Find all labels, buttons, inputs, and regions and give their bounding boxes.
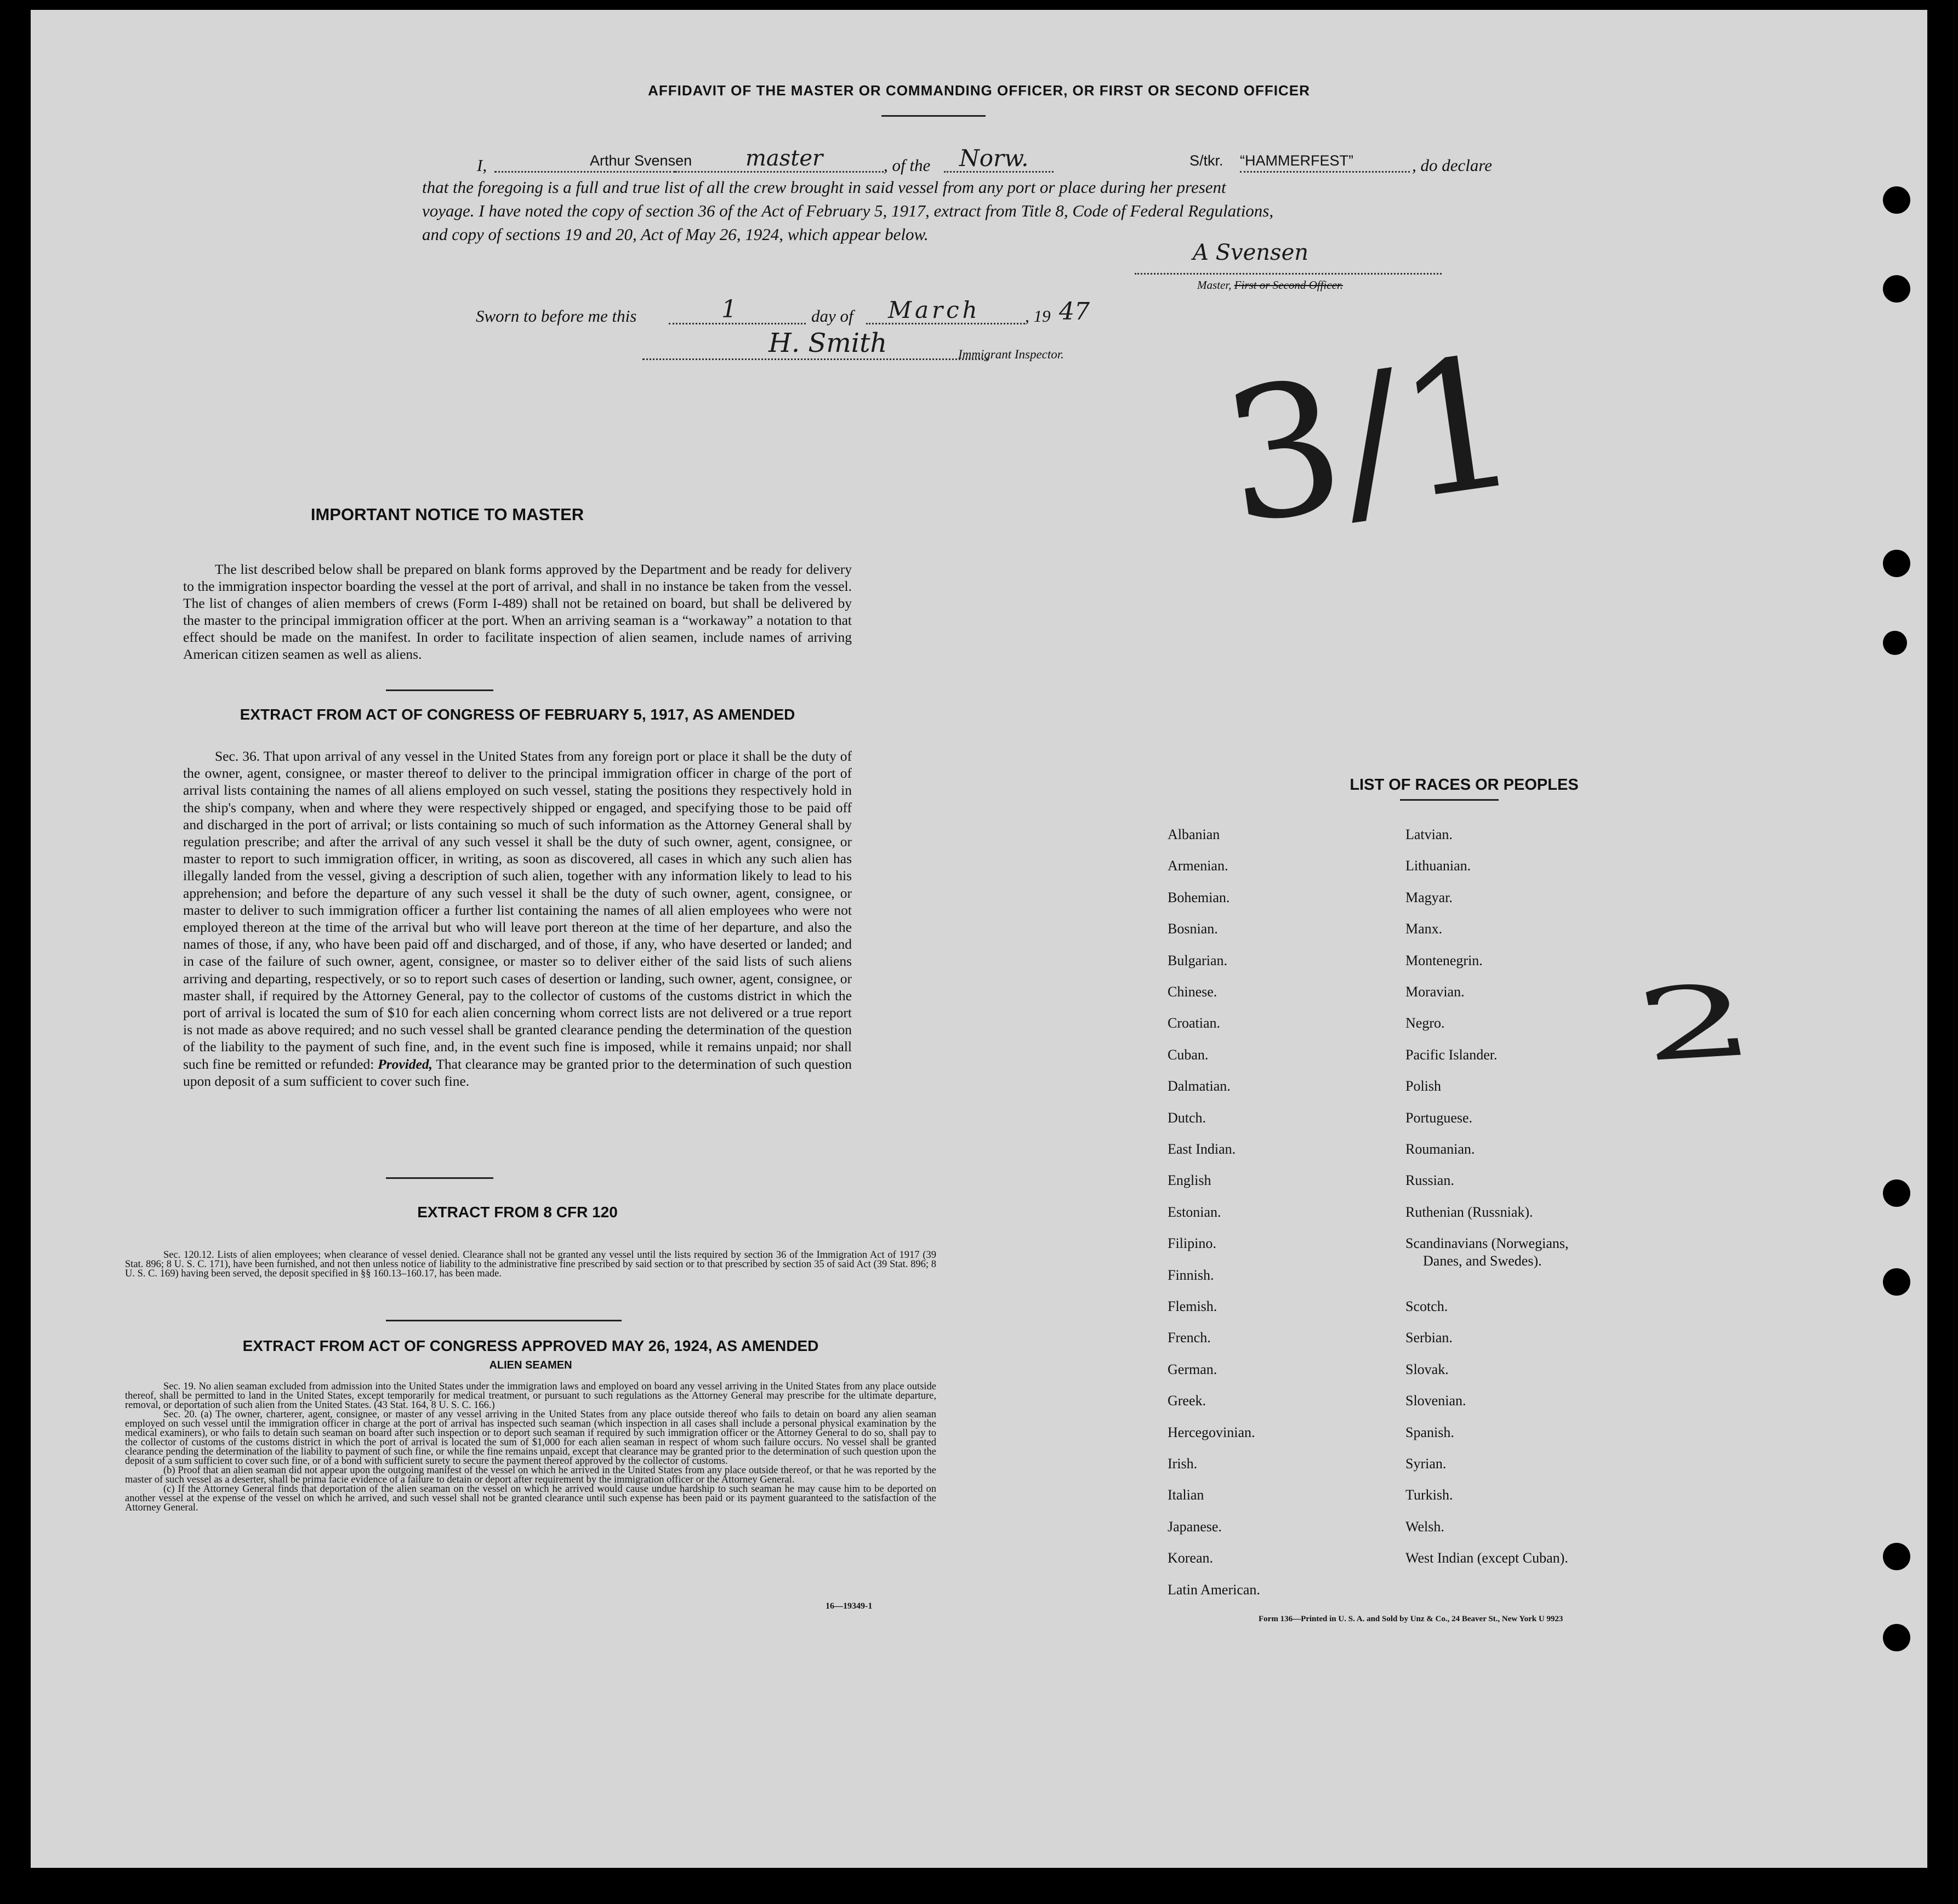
extract-1917-text (183, 748, 852, 1090)
affidavit-i: I, (477, 156, 487, 175)
race-item: Dalmatian. (1168, 1078, 1231, 1094)
race-item: English (1168, 1172, 1211, 1189)
inspector-signature-line (642, 358, 988, 360)
inspector-label: Immigrant Inspector. (958, 347, 1064, 361)
race-item: Slovak. (1405, 1361, 1449, 1377)
cfr-title: EXTRACT FROM 8 CFR 120 (417, 1204, 618, 1221)
race-item: Bosnian. (1168, 921, 1218, 937)
rule-3 (386, 1320, 622, 1321)
race-item: Moravian. (1405, 984, 1465, 1000)
race-item: Russian. (1405, 1172, 1454, 1189)
of-the-label: , of the (884, 156, 931, 175)
sworn-day: 1 (721, 295, 737, 323)
vessel-nationality: Norw. (959, 145, 1029, 172)
race-item: Japanese. (1168, 1518, 1222, 1535)
punch-hole (1883, 186, 1910, 214)
affidavit-body-line-2: voyage. I have noted the copy of section 36 of the Act of February 5, 1917, extract from Title 8, Code of Federal Regulations, (422, 201, 1274, 220)
race-item: Manx. (1405, 921, 1443, 937)
race-item: Scandinavians (Norwegians, (1405, 1235, 1569, 1252)
printer-footer: Form 136—Printed in U. S. A. and Sold by Unz & Co., 24 Beaver St., New York U 9923 (1259, 1615, 1563, 1623)
handwritten-page-mark: 3/1 (1212, 315, 1530, 565)
sec-20c-text: (c) If the Attorney General finds that deportation of the alien seaman on the vessel on which he arrived would cause undue hardship to such seaman he may cause him to be deported on another vessel at the expense of the vessel on which he arrived, and such vessel shall not be granted clearance until such expense has been paid or its payment guaranteed to the satisfaction of the Attorney General. (125, 1484, 936, 1513)
races-title: LIST OF RACES OR PEOPLES (1350, 776, 1579, 794)
notice-text: The list described below shall be prepared on blank forms approved by the Department and be ready for delivery to the immigration inspector boarding the vessel at the port of arrival, and shall in no instance be taken from the vessel. The list of changes of alien members of crews (Form I-489) shall not be retained on board, but shall be delivered by the master to the principal immigration officer at the port. When an arriving seaman is a “workaway” a notation to that effect should be made on the manifest. In order to facilitate inspection of alien seamen, include names of arriving American citizen seamen as well as aliens. (183, 561, 852, 662)
race-item: Turkish. (1405, 1487, 1453, 1503)
provided-word: Provided, (378, 1056, 432, 1072)
race-item: Negro. (1405, 1015, 1445, 1031)
notice-title: IMPORTANT NOTICE TO MASTER (310, 505, 584, 524)
do-declare-label: , do declare (1412, 156, 1493, 175)
race-item: Bohemian. (1168, 889, 1230, 905)
race-item: Bulgarian. (1168, 952, 1228, 968)
punch-hole (1883, 550, 1910, 577)
race-item: Roumanian. (1405, 1141, 1475, 1157)
race-item: Magyar. (1405, 889, 1453, 905)
master-signature-line (1135, 273, 1442, 275)
sec-36-body: That upon arrival of any vessel in the United States from any foreign port or place it shall be the duty of the owner, agent, consignee, or master thereof to deliver to the principal immigration officer in charge of the port of arrival lists containing the names of all aliens employed on such vessel, stating the positions they respectively hold in the ship's company, when and where they were respectively shipped or engaged, and specifying those to be paid off and discharged in the port of arrival; or lists containing so much of such information as the Attorney General shall by regulation prescribe; and after the arrival of any such vessel it shall be the duty of such owner, agent, consignee, or master to report to such immigration officer, in writing, as soon as discovered, all cases in which any such alien has illegally landed from the vessel, giving a description of such alien, together with any information likely to lead to his apprehension; and before the departure of any such vessel it shall be the duty of such owner, agent, consignee, or master to deliver to such immigration officer a further list containing the names of all alien employees who were not employed thereon at the time of the arrival but who will leave port thereon at the time of her departure, and also the names of those, if any, who have been paid off and discharged, and of those, if any, who have deserted or landed; and in case of the failure of such owner, agent, consignee, or master so to deliver either of the said lists of such aliens arriving and departing, respectively, or so to report such cases of desertion or landing, such owner, agent, consignee, or master shall, if required by the Attorney General, pay to the collector of customs of the customs district in which the port of arrival is located the sum of $10 for each alien concerning whom correct lists are not delivered or a true report is not made as above required; and no such vessel shall be granted clearance pending the determination of the question of the liability to the payment of such fine, and, in the event such fine is imposed, while it remains unpaid; nor shall such fine be remitted or refunded: (183, 748, 852, 1072)
rule-2 (386, 1177, 493, 1179)
sec-36-label: Sec. 36. (215, 748, 260, 764)
races-rule (1400, 799, 1499, 801)
document-sheet (31, 10, 1927, 1868)
race-item: East Indian. (1168, 1141, 1236, 1157)
struck-officer-label: First or Second Officer. (1234, 278, 1343, 292)
master-signature: A Svensen (1193, 240, 1308, 265)
race-item: Latvian. (1405, 826, 1453, 842)
race-item: Slovenian. (1405, 1393, 1466, 1409)
vessel-type: S/tkr. (1189, 152, 1223, 169)
race-item: Finnish. (1168, 1267, 1214, 1283)
race-item: Serbian. (1405, 1330, 1453, 1346)
heading-rule (881, 115, 986, 117)
race-item: Welsh. (1405, 1518, 1444, 1535)
race-item: West Indian (except Cuban). (1405, 1550, 1568, 1566)
race-item: Polish (1405, 1078, 1442, 1094)
race-item: Cuban. (1168, 1046, 1209, 1063)
sworn-month: March (888, 297, 981, 323)
sworn-year: 47 (1059, 298, 1090, 326)
form-code: 16—19349-1 (826, 1601, 873, 1611)
race-item: Armenian. (1168, 858, 1228, 874)
sec-36-tail: That clearance may be granted prior to the determination of such question upon deposit of a sum sufficient to cover such fine. (183, 1056, 852, 1089)
extract-1924-text (125, 1382, 936, 1513)
year-prefix: , 19 (1025, 306, 1051, 326)
race-item: Albanian (1168, 826, 1220, 842)
sworn-label: Sworn to before me this (476, 306, 637, 326)
alien-seamen-subtitle: ALIEN SEAMEN (489, 1359, 572, 1371)
extract-1917-title: EXTRACT FROM ACT OF CONGRESS OF FEBRUARY 5, 1917, AS AMENDED (240, 706, 795, 723)
punch-hole (1883, 1543, 1910, 1570)
race-item: Ruthenian (Russniak). (1405, 1204, 1533, 1220)
vessel-name: “HAMMERFEST” (1240, 152, 1353, 169)
race-item: Portuguese. (1405, 1109, 1473, 1126)
race-item: Scotch. (1405, 1298, 1448, 1314)
race-item: Syrian. (1405, 1456, 1447, 1472)
race-item: Estonian. (1168, 1204, 1221, 1220)
race-item: Dutch. (1168, 1109, 1206, 1126)
sec-20a-text: Sec. 20. (a) The owner, charterer, agent, consignee, or master of any vessel arriving in the United States from any place outside thereof who fails to detain on board any alien seaman employed on such vessel until the immigration officer in charge at the port of arrival has inspected such seaman (which inspection in all cases shall include a personal physical examination by the medical examiners), or who fails to detain such seaman on board after such inspection or to deport such seaman if required by such immigration officer or the Attorney General to do so, shall pay to the collector of customs of the customs district in which the port of arrival is located the sum of $1,000 for each alien seaman in respect of whom such failure occurs. No vessel shall be granted clearance pending the determination of the liability to payment of such fine, or while the fine remains unpaid, except that clearance may be granted prior to the determination of such question upon the deposit of a sum sufficient to cover such fine, or of a bond with sufficient surety to secure the payment thereof approved by the collector of customs. (125, 1409, 936, 1467)
affidavit-body (422, 175, 1518, 246)
day-of-label: day of (811, 306, 853, 326)
rule-1 (386, 689, 493, 691)
race-item: Greek. (1168, 1393, 1206, 1409)
punch-hole (1883, 631, 1907, 655)
race-item: Montenegrin. (1405, 952, 1483, 968)
race-item: Chinese. (1168, 984, 1217, 1000)
master-label: Master, (1197, 278, 1232, 292)
race-item: Italian (1168, 1487, 1204, 1503)
race-item: German. (1168, 1361, 1217, 1377)
race-item: Irish. (1168, 1456, 1198, 1472)
punch-hole (1883, 1624, 1910, 1651)
race-item: Lithuanian. (1405, 858, 1471, 874)
race-item: Danes, and Swedes). (1423, 1253, 1542, 1269)
master-name: Arthur Svensen (590, 152, 692, 169)
punch-hole (1883, 275, 1910, 303)
affidavit-body-line-1: that the foregoing is a full and true list of all the crew brought in said vessel from any port or place during her present (422, 178, 1226, 197)
sec-20b-text: (b) Proof that an alien seaman did not appear upon the outgoing manifest of the vessel on which he arrived in the United States from any place outside thereof, or that he was reported by the master of such vessel as a deserter, shall be prima facie evidence of a failure to detain or deport after requirement by the immigration officer or the Attorney General. (125, 1465, 936, 1485)
master-title-label (1197, 278, 1343, 292)
race-item: French. (1168, 1330, 1211, 1346)
sec-19-text: Sec. 19. No alien seaman excluded from admission into the United States under the immigration laws and employed on board any vessel arriving in the United States from any place outside thereof, shall be permitted to land in the United States, except temporarily for medical treatment, or pursuant to such regulations as the Attorney General may prescribe for the ultimate departure, removal, or deportation of such alien from the United States. (43 Stat. 164, 8 U. S. C. 166.) (125, 1381, 936, 1411)
affidavit-body-line-3: and copy of sections 19 and 20, Act of May 26, 1924, which appear below. (422, 225, 929, 244)
race-item: Pacific Islander. (1405, 1046, 1498, 1063)
handwritten-count-mark: 2 (1628, 963, 1763, 1084)
race-item: Latin American. (1168, 1581, 1260, 1598)
master-rank: master (745, 146, 823, 171)
punch-hole (1883, 1268, 1910, 1296)
punch-hole (1883, 1179, 1910, 1207)
affidavit-heading: AFFIDAVIT OF THE MASTER OR COMMANDING OFFICER, OR FIRST OR SECOND OFFICER (648, 82, 1310, 99)
race-item: Croatian. (1168, 1015, 1221, 1031)
race-item: Korean. (1168, 1550, 1214, 1566)
sworn-line (476, 295, 1243, 330)
extract-1924-title: EXTRACT FROM ACT OF CONGRESS APPROVED MAY 26, 1924, AS AMENDED (242, 1337, 819, 1354)
race-item: Hercegovinian. (1168, 1424, 1255, 1440)
race-item: Spanish. (1405, 1424, 1454, 1440)
race-item: Flemish. (1168, 1298, 1217, 1314)
race-item: Filipino. (1168, 1235, 1216, 1252)
cfr-text: Sec. 120.12. Lists of alien employees; when clearance of vessel denied. Clearance shall not be granted any vessel until the lists required by section 36 of the Immigration Act of 1917 (39 Stat. 896; 8 U. S. C. 171), have been furnished, and not then unless notice of liability to the administrative fine prescribed by said section or to that prescribed by section 35 of said Act (39 Stat. 896; 8 U. S. C. 169) having been served, the deposit specified in §§ 160.13–160.17, has been made. (125, 1250, 936, 1279)
inspector-signature: H. Smith (769, 328, 887, 358)
